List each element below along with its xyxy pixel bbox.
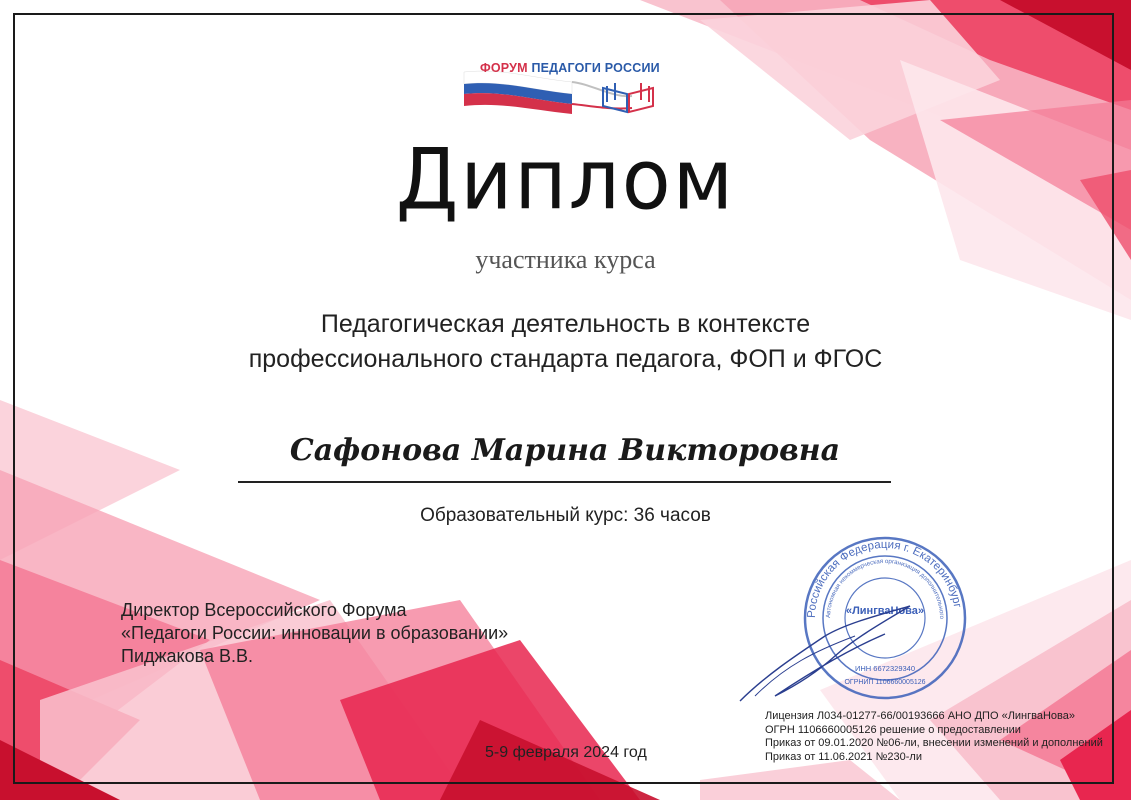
recipient-name: Сафонова Марина Викторовна xyxy=(289,433,841,468)
stamp-inner-text: Автономная некоммерческая организация дополнительного xyxy=(824,557,946,620)
forum-logo xyxy=(462,58,667,120)
license-line-2: ОГРН 1106660005126 решение о предоставлении xyxy=(765,723,1021,736)
diploma-title: Диплом xyxy=(395,130,736,229)
director-line-1: Директор Всероссийского Форума xyxy=(121,600,407,620)
stamp-outer-text: Российская Федерация г. Екатеринбург xyxy=(805,538,964,619)
course-date: 5-9 февраля 2024 год xyxy=(485,744,647,761)
official-stamp xyxy=(735,526,970,706)
stamp-ogrn-text: ОГРНИП 1106660005126 xyxy=(844,679,926,686)
license-line-4: Приказ от 11.06.2021 №230-ли xyxy=(765,750,922,763)
course-title-line-2: профессионального стандарта педагога, ФОП и ФГОС xyxy=(248,345,883,373)
logo-text-main: ПЕДАГОГИ РОССИИ xyxy=(531,61,660,75)
course-title-line-1: Педагогическая деятельность в контексте xyxy=(320,310,811,338)
logo-text-forum: ФОРУМ xyxy=(480,61,528,75)
license-info xyxy=(765,710,1103,764)
license-line-3: Приказ от 09.01.2020 №06-ли, внесении изменений и дополнений xyxy=(765,737,1103,749)
course-title xyxy=(150,307,981,377)
director-line-2: «Педагоги России: инновации в образовании» xyxy=(121,623,509,643)
stamp-inn-text: ИНН 6672329340 xyxy=(854,664,916,673)
open-book-icon xyxy=(597,80,659,116)
diploma-subtitle: участника курса xyxy=(475,245,656,274)
stamp-center-text: «ЛингваНова» xyxy=(845,605,925,617)
director-signature-block xyxy=(121,599,508,668)
director-line-3: Пиджакова В.В. xyxy=(121,646,254,666)
name-underline xyxy=(238,481,891,483)
license-line-1: Лицензия Л034-01277-66/00193666 АНО ДПО «ЛингваНова» xyxy=(765,710,1075,722)
course-hours: Образовательный курс: 36 часов xyxy=(420,505,711,526)
